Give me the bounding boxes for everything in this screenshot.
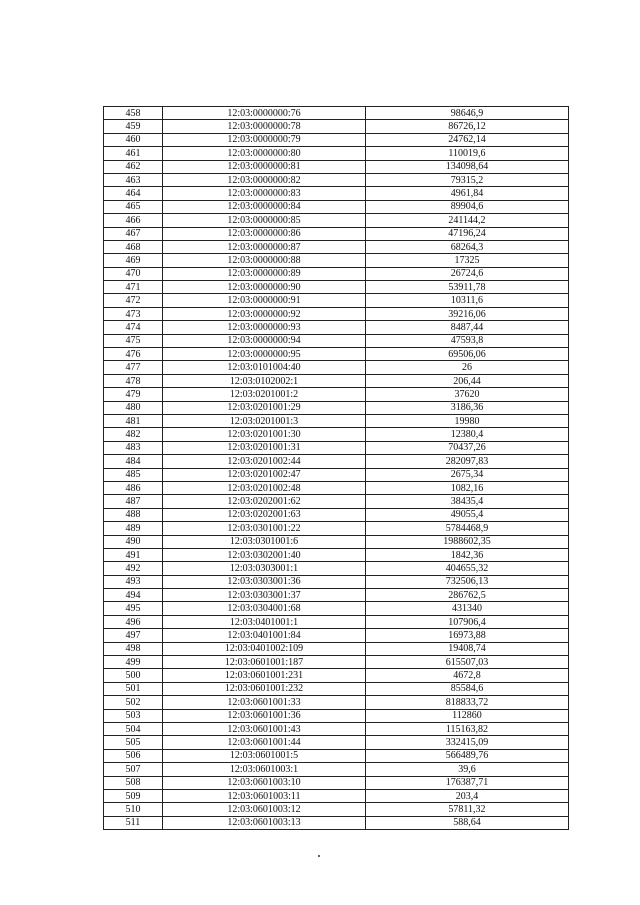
table-row [104, 736, 569, 749]
row-number-cell: 493 [104, 575, 163, 588]
row-number-cell: 496 [104, 615, 163, 628]
cadastral-number-cell: 12:03:0000000:93 [163, 321, 366, 334]
cadastral-number-cell: 12:03:0000000:95 [163, 348, 366, 361]
cadastral-number-cell: 12:03:0201001:31 [163, 441, 366, 454]
cadastral-number-cell: 12:03:0601003:11 [163, 789, 366, 802]
row-number-cell: 460 [104, 133, 163, 146]
value-cell: 24762,14 [366, 133, 569, 146]
row-number-cell: 461 [104, 147, 163, 160]
value-cell: 79315,2 [366, 173, 569, 186]
cadastral-number-cell: 12:03:0301001:22 [163, 522, 366, 535]
row-number-cell: 469 [104, 254, 163, 267]
table-row [104, 133, 569, 146]
row-number-cell: 479 [104, 388, 163, 401]
value-cell: 26 [366, 361, 569, 374]
value-cell: 818833,72 [366, 696, 569, 709]
table-row [104, 214, 569, 227]
cadastral-number-cell: 12:03:0201002:44 [163, 455, 366, 468]
row-number-cell: 474 [104, 321, 163, 334]
cadastral-number-cell: 12:03:0401002:109 [163, 642, 366, 655]
table-row [104, 508, 569, 521]
row-number-cell: 463 [104, 173, 163, 186]
row-number-cell: 464 [104, 187, 163, 200]
table-row [104, 709, 569, 722]
table-row [104, 187, 569, 200]
value-cell: 68264,3 [366, 240, 569, 253]
row-number-cell: 487 [104, 495, 163, 508]
row-number-cell: 506 [104, 749, 163, 762]
value-cell: 4672,8 [366, 669, 569, 682]
table-row [104, 669, 569, 682]
cadastral-number-cell: 12:03:0000000:78 [163, 120, 366, 133]
row-number-cell: 484 [104, 455, 163, 468]
row-number-cell: 495 [104, 602, 163, 615]
value-cell: 286762,5 [366, 589, 569, 602]
row-number-cell: 473 [104, 307, 163, 320]
cadastral-number-cell: 12:03:0000000:84 [163, 200, 366, 213]
value-cell: 69506,06 [366, 348, 569, 361]
cadastral-number-cell: 12:03:0601001:43 [163, 722, 366, 735]
cadastral-value-table [103, 106, 569, 830]
table-row [104, 441, 569, 454]
cadastral-number-cell: 12:03:0201001:2 [163, 388, 366, 401]
cadastral-number-cell: 12:03:0000000:88 [163, 254, 366, 267]
table-row [104, 816, 569, 829]
value-cell: 332415,09 [366, 736, 569, 749]
table-row [104, 629, 569, 642]
row-number-cell: 467 [104, 227, 163, 240]
cadastral-number-cell: 12:03:0303001:36 [163, 575, 366, 588]
cadastral-number-cell: 12:03:0000000:89 [163, 267, 366, 280]
value-cell: 5784468,9 [366, 522, 569, 535]
table-row [104, 227, 569, 240]
row-number-cell: 478 [104, 374, 163, 387]
cadastral-number-cell: 12:03:0201002:48 [163, 481, 366, 494]
row-number-cell: 483 [104, 441, 163, 454]
table-row [104, 776, 569, 789]
table-row [104, 147, 569, 160]
table-row [104, 455, 569, 468]
value-cell: 404655,32 [366, 562, 569, 575]
row-number-cell: 476 [104, 348, 163, 361]
value-cell: 70437,26 [366, 441, 569, 454]
value-cell: 47593,8 [366, 334, 569, 347]
row-number-cell: 497 [104, 629, 163, 642]
cadastral-number-cell: 12:03:0000000:86 [163, 227, 366, 240]
row-number-cell: 509 [104, 789, 163, 802]
row-number-cell: 503 [104, 709, 163, 722]
cadastral-number-cell: 12:03:0000000:79 [163, 133, 366, 146]
cadastral-number-cell: 12:03:0401001:84 [163, 629, 366, 642]
table-row [104, 803, 569, 816]
cadastral-number-cell: 12:03:0202001:62 [163, 495, 366, 508]
table-row [104, 267, 569, 280]
table-row [104, 481, 569, 494]
table-row [104, 562, 569, 575]
cadastral-number-cell: 12:03:0304001:68 [163, 602, 366, 615]
cadastral-number-cell: 12:03:0601001:187 [163, 656, 366, 669]
row-number-cell: 459 [104, 120, 163, 133]
row-number-cell: 481 [104, 414, 163, 427]
table-row [104, 348, 569, 361]
cadastral-number-cell: 12:03:0000000:76 [163, 107, 366, 120]
cadastral-number-cell: 12:03:0201002:47 [163, 468, 366, 481]
value-cell: 615507,03 [366, 656, 569, 669]
table-row [104, 334, 569, 347]
page-mark [318, 855, 320, 857]
row-number-cell: 510 [104, 803, 163, 816]
row-number-cell: 475 [104, 334, 163, 347]
table-row [104, 173, 569, 186]
value-cell: 53911,78 [366, 281, 569, 294]
table-row [104, 522, 569, 535]
table-row [104, 294, 569, 307]
cadastral-number-cell: 12:03:0000000:94 [163, 334, 366, 347]
cadastral-number-cell: 12:03:0000000:82 [163, 173, 366, 186]
table-row [104, 722, 569, 735]
cadastral-number-cell: 12:03:0601001:33 [163, 696, 366, 709]
value-cell: 37620 [366, 388, 569, 401]
value-cell: 85584,6 [366, 682, 569, 695]
table-row [104, 749, 569, 762]
row-number-cell: 477 [104, 361, 163, 374]
row-number-cell: 505 [104, 736, 163, 749]
value-cell: 57811,32 [366, 803, 569, 816]
table-row [104, 548, 569, 561]
value-cell: 1988602,35 [366, 535, 569, 548]
value-cell: 4961,84 [366, 187, 569, 200]
table-row [104, 642, 569, 655]
table-row [104, 682, 569, 695]
table-row [104, 414, 569, 427]
row-number-cell: 466 [104, 214, 163, 227]
value-cell: 566489,76 [366, 749, 569, 762]
value-cell: 10311,6 [366, 294, 569, 307]
value-cell: 39,6 [366, 763, 569, 776]
value-cell: 89904,6 [366, 200, 569, 213]
cadastral-number-cell: 12:03:0601001:36 [163, 709, 366, 722]
value-cell: 282097,83 [366, 455, 569, 468]
value-cell: 26724,6 [366, 267, 569, 280]
row-number-cell: 472 [104, 294, 163, 307]
row-number-cell: 471 [104, 281, 163, 294]
row-number-cell: 494 [104, 589, 163, 602]
row-number-cell: 482 [104, 428, 163, 441]
value-cell: 241144,2 [366, 214, 569, 227]
table-row [104, 602, 569, 615]
cadastral-number-cell: 12:03:0601001:232 [163, 682, 366, 695]
value-cell: 1842,36 [366, 548, 569, 561]
table-body [104, 107, 569, 830]
row-number-cell: 492 [104, 562, 163, 575]
cadastral-number-cell: 12:03:0000000:91 [163, 294, 366, 307]
cadastral-number-cell: 12:03:0303001:1 [163, 562, 366, 575]
cadastral-number-cell: 12:03:0000000:92 [163, 307, 366, 320]
value-cell: 17325 [366, 254, 569, 267]
value-cell: 19408,74 [366, 642, 569, 655]
row-number-cell: 480 [104, 401, 163, 414]
row-number-cell: 504 [104, 722, 163, 735]
value-cell: 8487,44 [366, 321, 569, 334]
row-number-cell: 489 [104, 522, 163, 535]
row-number-cell: 462 [104, 160, 163, 173]
row-number-cell: 501 [104, 682, 163, 695]
table-row [104, 281, 569, 294]
table-row [104, 789, 569, 802]
table-row [104, 589, 569, 602]
row-number-cell: 511 [104, 816, 163, 829]
table-row [104, 468, 569, 481]
value-cell: 431340 [366, 602, 569, 615]
row-number-cell: 508 [104, 776, 163, 789]
value-cell: 732506,13 [366, 575, 569, 588]
value-cell: 38435,4 [366, 495, 569, 508]
value-cell: 19980 [366, 414, 569, 427]
cadastral-number-cell: 12:03:0101004:40 [163, 361, 366, 374]
row-number-cell: 500 [104, 669, 163, 682]
value-cell: 110019,6 [366, 147, 569, 160]
value-cell: 47196,24 [366, 227, 569, 240]
row-number-cell: 491 [104, 548, 163, 561]
cadastral-number-cell: 12:03:0601003:10 [163, 776, 366, 789]
table-row [104, 696, 569, 709]
cadastral-number-cell: 12:03:0303001:37 [163, 589, 366, 602]
row-number-cell: 468 [104, 240, 163, 253]
cadastral-number-cell: 12:03:0102002:1 [163, 374, 366, 387]
value-cell: 98646,9 [366, 107, 569, 120]
table-row [104, 160, 569, 173]
value-cell: 206,44 [366, 374, 569, 387]
row-number-cell: 465 [104, 200, 163, 213]
cadastral-number-cell: 12:03:0000000:80 [163, 147, 366, 160]
cadastral-number-cell: 12:03:0000000:90 [163, 281, 366, 294]
value-cell: 12380,4 [366, 428, 569, 441]
cadastral-number-cell: 12:03:0601001:44 [163, 736, 366, 749]
row-number-cell: 485 [104, 468, 163, 481]
row-number-cell: 486 [104, 481, 163, 494]
table-row [104, 388, 569, 401]
cadastral-number-cell: 12:03:0601003:1 [163, 763, 366, 776]
cadastral-number-cell: 12:03:0201001:3 [163, 414, 366, 427]
table-row [104, 120, 569, 133]
table-row [104, 254, 569, 267]
table-row [104, 428, 569, 441]
row-number-cell: 507 [104, 763, 163, 776]
row-number-cell: 470 [104, 267, 163, 280]
cadastral-number-cell: 12:03:0000000:85 [163, 214, 366, 227]
cadastral-number-cell: 12:03:0000000:87 [163, 240, 366, 253]
table-row [104, 200, 569, 213]
cadastral-number-cell: 12:03:0000000:83 [163, 187, 366, 200]
table-row [104, 374, 569, 387]
row-number-cell: 458 [104, 107, 163, 120]
value-cell: 134098,64 [366, 160, 569, 173]
row-number-cell: 488 [104, 508, 163, 521]
table-row [104, 401, 569, 414]
value-cell: 16973,88 [366, 629, 569, 642]
table-row [104, 763, 569, 776]
cadastral-number-cell: 12:03:0201001:30 [163, 428, 366, 441]
table-row [104, 361, 569, 374]
value-cell: 176387,71 [366, 776, 569, 789]
value-cell: 107906,4 [366, 615, 569, 628]
table-row [104, 495, 569, 508]
table-row [104, 656, 569, 669]
table-row [104, 107, 569, 120]
table-row [104, 615, 569, 628]
value-cell: 3186,36 [366, 401, 569, 414]
table-row [104, 321, 569, 334]
row-number-cell: 498 [104, 642, 163, 655]
cadastral-number-cell: 12:03:0601001:5 [163, 749, 366, 762]
cadastral-number-cell: 12:03:0401001:1 [163, 615, 366, 628]
value-cell: 1082,16 [366, 481, 569, 494]
cadastral-number-cell: 12:03:0601003:13 [163, 816, 366, 829]
value-cell: 203,4 [366, 789, 569, 802]
value-cell: 588,64 [366, 816, 569, 829]
cadastral-number-cell: 12:03:0601003:12 [163, 803, 366, 816]
value-cell: 112860 [366, 709, 569, 722]
table-row [104, 575, 569, 588]
cadastral-number-cell: 12:03:0601001:231 [163, 669, 366, 682]
row-number-cell: 499 [104, 656, 163, 669]
cadastral-number-cell: 12:03:0202001:63 [163, 508, 366, 521]
value-cell: 2675,34 [366, 468, 569, 481]
cadastral-number-cell: 12:03:0301001:6 [163, 535, 366, 548]
table-row [104, 307, 569, 320]
row-number-cell: 502 [104, 696, 163, 709]
value-cell: 49055,4 [366, 508, 569, 521]
value-cell: 39216,06 [366, 307, 569, 320]
row-number-cell: 490 [104, 535, 163, 548]
table-row [104, 240, 569, 253]
table-row [104, 535, 569, 548]
cadastral-number-cell: 12:03:0302001:40 [163, 548, 366, 561]
cadastral-number-cell: 12:03:0000000:81 [163, 160, 366, 173]
cadastral-number-cell: 12:03:0201001:29 [163, 401, 366, 414]
value-cell: 115163,82 [366, 722, 569, 735]
value-cell: 86726,12 [366, 120, 569, 133]
